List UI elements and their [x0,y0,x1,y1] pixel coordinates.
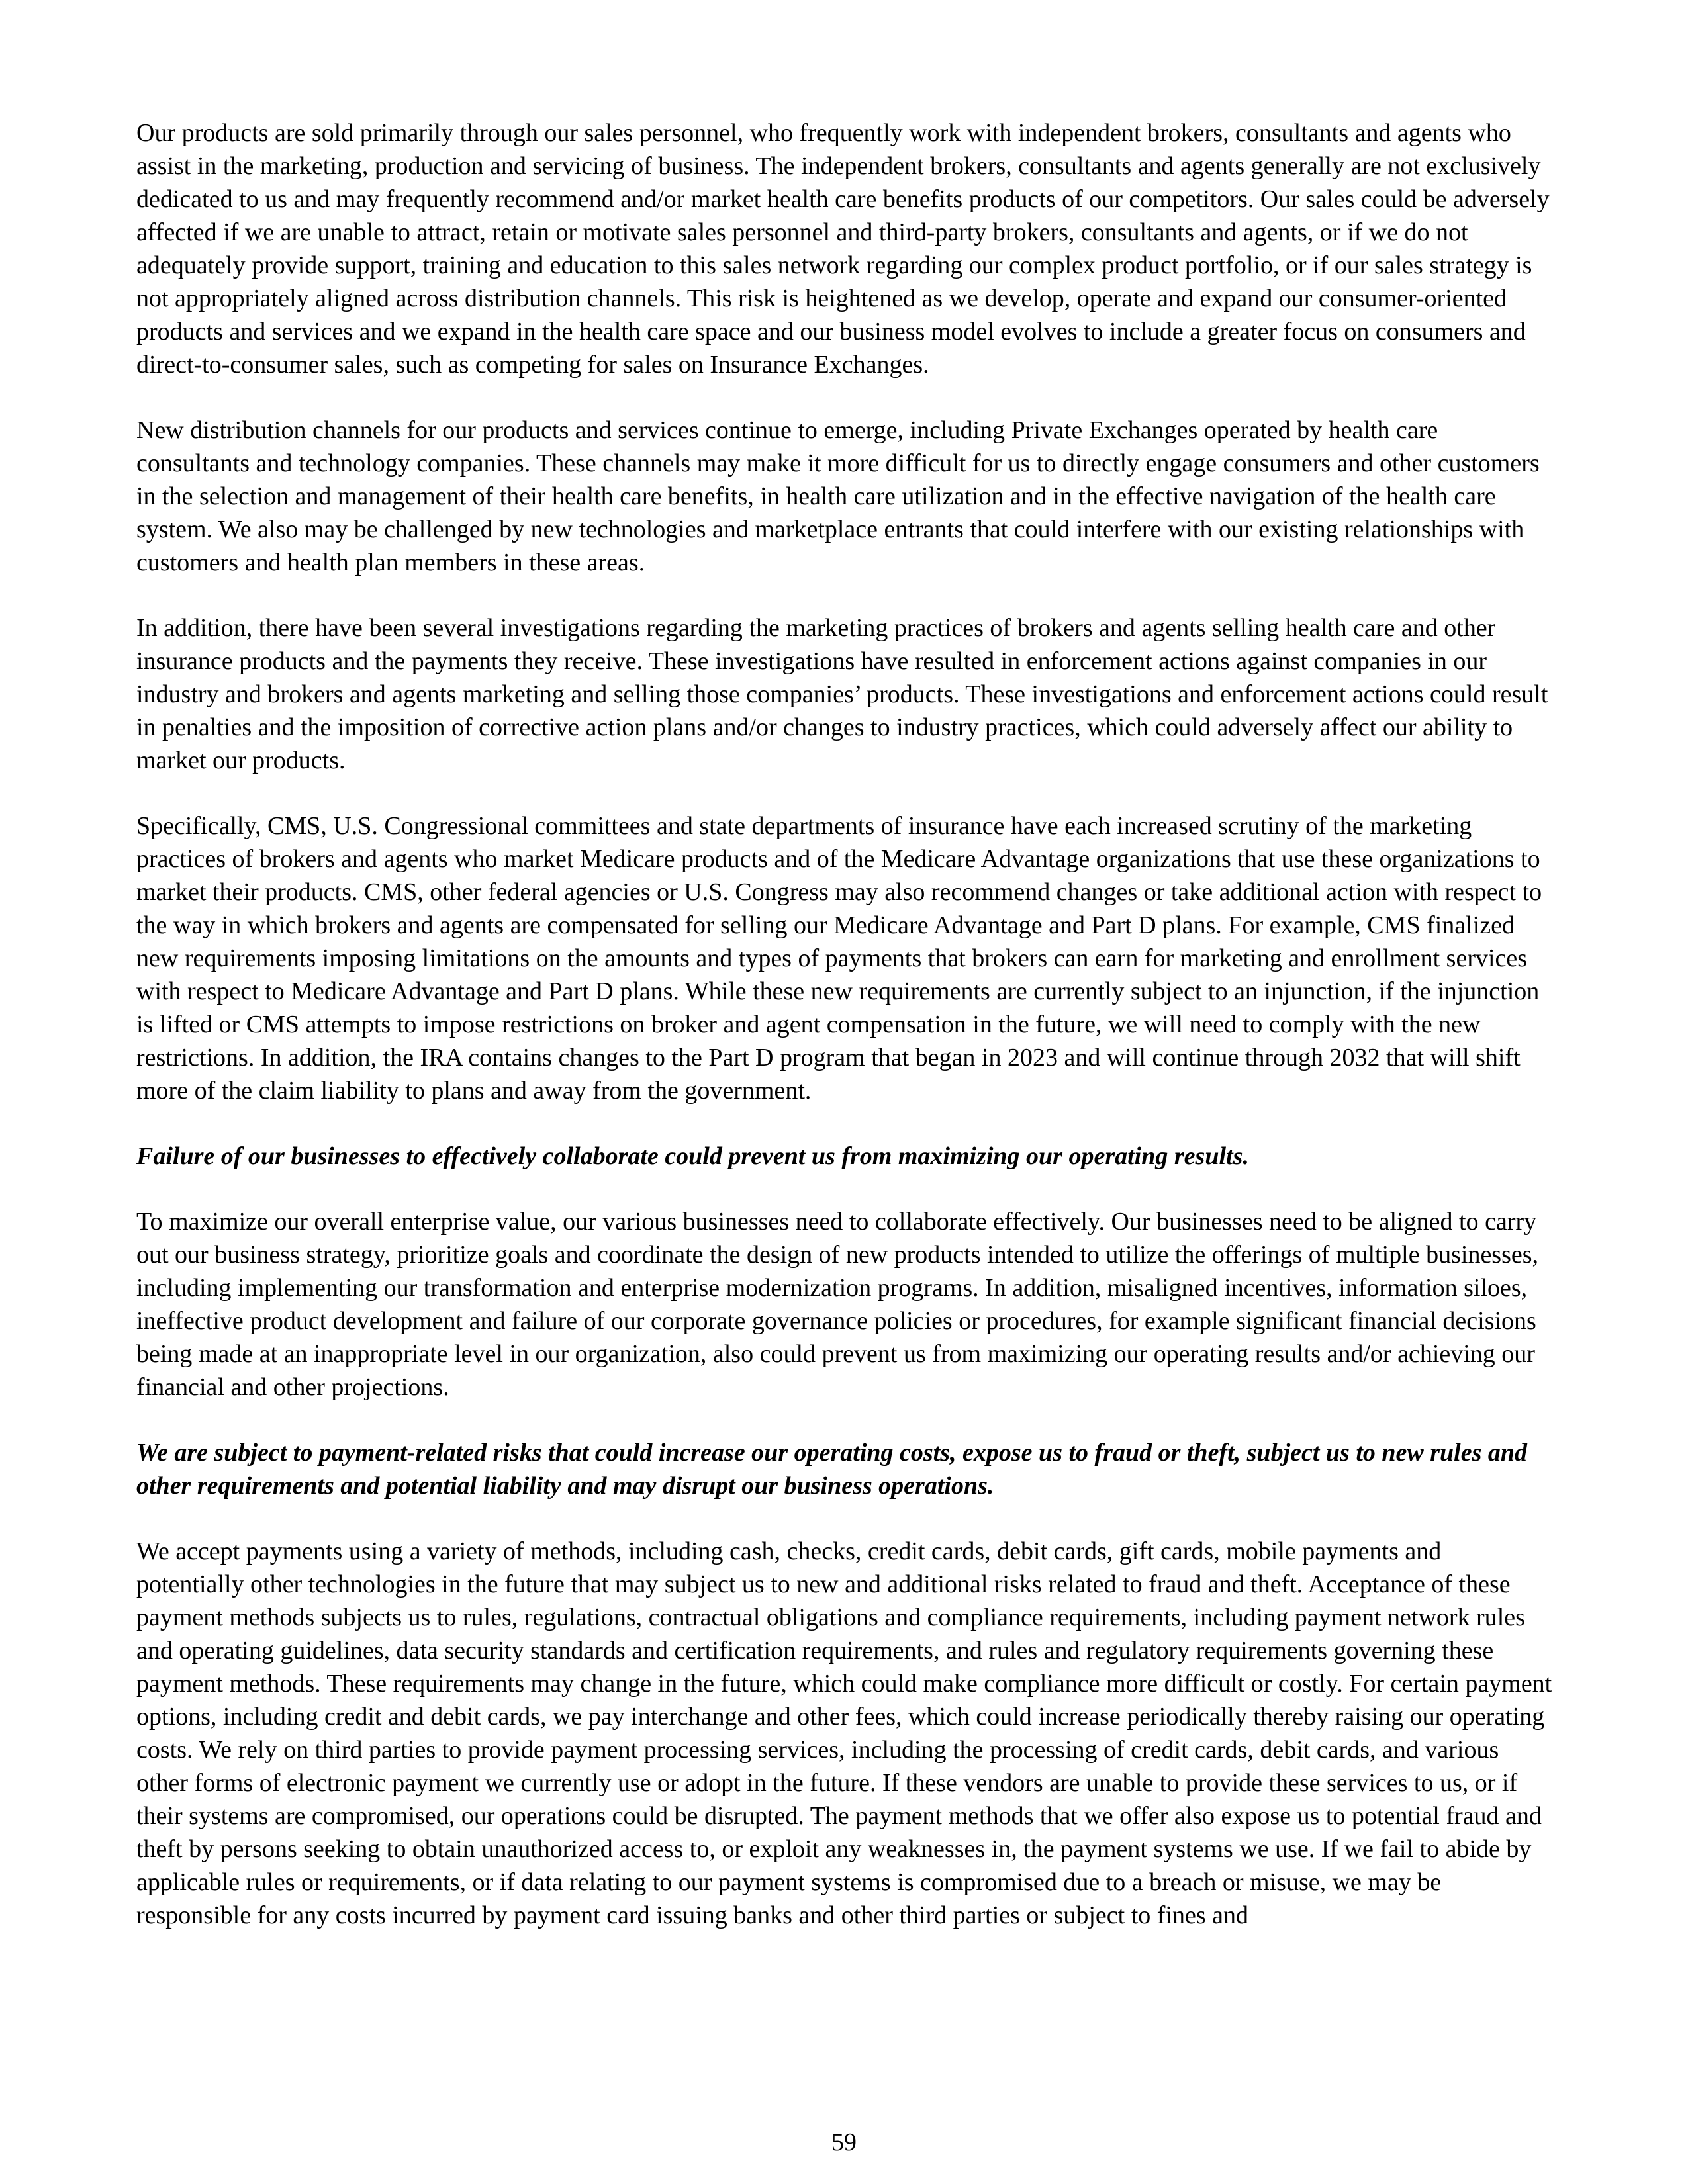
page-number: 59 [831,2128,857,2156]
paragraph-cms-scrutiny: Specifically, CMS, U.S. Congressional committees and state departments of insurance have each increased scrutiny of the marketing practices of brokers and agents who market Medicare products and of the Medicare Advantage organizations that use these organizations to market their products. CMS, other federal agencies or U.S. Congress may also recommend changes or take additional action with respect to the way in which brokers and agents are compensated for selling our Medicare Advantage and Part D plans. For example, CMS finalized new requirements imposing limitations on the amounts and types of payments that brokers can earn for marketing and enrollment services with respect to Medicare Advantage and Part D plans. While these new requirements are currently subject to an injunction, if the injunction is lifted or CMS attempts to impose restrictions on broker and agent compensation in the future, we will need to comply with the new restrictions. In addition, the IRA contains changes to the Part D program that began in 2023 and will continue through 2032 that will shift more of the claim liability to plans and away from the government. [136,812,1542,1105]
paragraph-payment-risks: We accept payments using a variety of methods, including cash, checks, credit cards, debit cards, gift cards, mobile payments and potentially other technologies in the future that may subject us to new and additional risks related to fraud and theft. Acceptance of these payment methods subjects us to rules, regulations, contractual obligations and compliance requirements, including payment network rules and operating guidelines, data security standards and certification requirements, and rules and regulatory requirements governing these payment methods. These requirements may change in the future, which could make compliance more difficult or costly. For certain payment options, including credit and debit cards, we pay interchange and other fees, which could increase periodically thereby raising our operating costs. We rely on third parties to provide payment processing services, including the processing of credit cards, debit cards, and various other forms of electronic payment we currently use or adopt in the future. If these vendors are unable to provide these services to us, or if their systems are compromised, our operations could be disrupted. The payment methods that we offer also expose us to potential fraud and theft by persons seeking to obtain unauthorized access to, or exploit any weaknesses in, the payment systems we use. If we fail to abide by applicable rules or requirements, or if data relating to our payment systems is compromised due to a breach or misuse, we may be responsible for any costs incurred by payment card issuing banks and other third parties or subject to fines and [136,1537,1552,1929]
paragraph-sales-personnel: Our products are sold primarily through our sales personnel, who frequently work with independent brokers, consultants and agents who assist in the marketing, production and servicing of business. The independent brokers, consultants and agents generally are not exclusively dedicated to us and may frequently recommend and/or market health care benefits products of our competitors. Our sales could be adversely affected if we are unable to attract, retain or motivate sales personnel and third-party brokers, consultants and agents, or if we do not adequately provide support, training and education to this sales network regarding our complex product portfolio, or if our sales strategy is not appropriately aligned across distribution channels. This risk is heightened as we develop, operate and expand our consumer-oriented products and services and we expand in the health care space and our business model evolves to include a greater focus on consumers and direct-to-consumer sales, such as competing for sales on Insurance Exchanges. [136,119,1550,379]
heading-payment-risks: We are subject to payment-related risks that could increase our operating costs, expose us to fraud or theft, subject us to new rules and other requirements and potential liability and may disrupt our business operations. [136,1439,1528,1500]
document-body [136,116,1553,1964]
paragraph-collaborate: To maximize our overall enterprise value, our various businesses need to collaborate effectively. Our businesses need to be aligned to carry out our business strategy, prioritize goals and coordinate the design of new products intended to utilize the offerings of multiple businesses, including implementing our transformation and enterprise modernization programs. In addition, misaligned incentives, information siloes, ineffective product development and failure of our corporate governance policies or procedures, for example significant financial decisions being made at an inappropriate level in our organization, also could prevent us from maximizing our operating results and/or achieving our financial and other projections. [136,1208,1539,1401]
heading-collaborate: Failure of our businesses to effectively collaborate could prevent us from maximizing our operating results. [136,1142,1249,1170]
paragraph-investigations: In addition, there have been several investigations regarding the marketing practices of brokers and agents selling health care and other insurance products and the payments they receive. These investigations have resulted in enforcement actions against companies in our industry and brokers and agents marketing and selling those companies’ products. These investigations and enforcement actions could result in penalties and the imposition of corrective action plans and/or changes to industry practices, which could adversely affect our ability to market our products. [136,614,1548,774]
paragraph-distribution-channels: New distribution channels for our products and services continue to emerge, including Private Exchanges operated by health care consultants and technology companies. These channels may make it more difficult for us to directly engage consumers and other customers in the selection and management of their health care benefits, in health care utilization and in the effective navigation of the health care system. We also may be challenged by new technologies and marketplace entrants that could interfere with our existing relationships with customers and health plan members in these areas. [136,416,1540,576]
